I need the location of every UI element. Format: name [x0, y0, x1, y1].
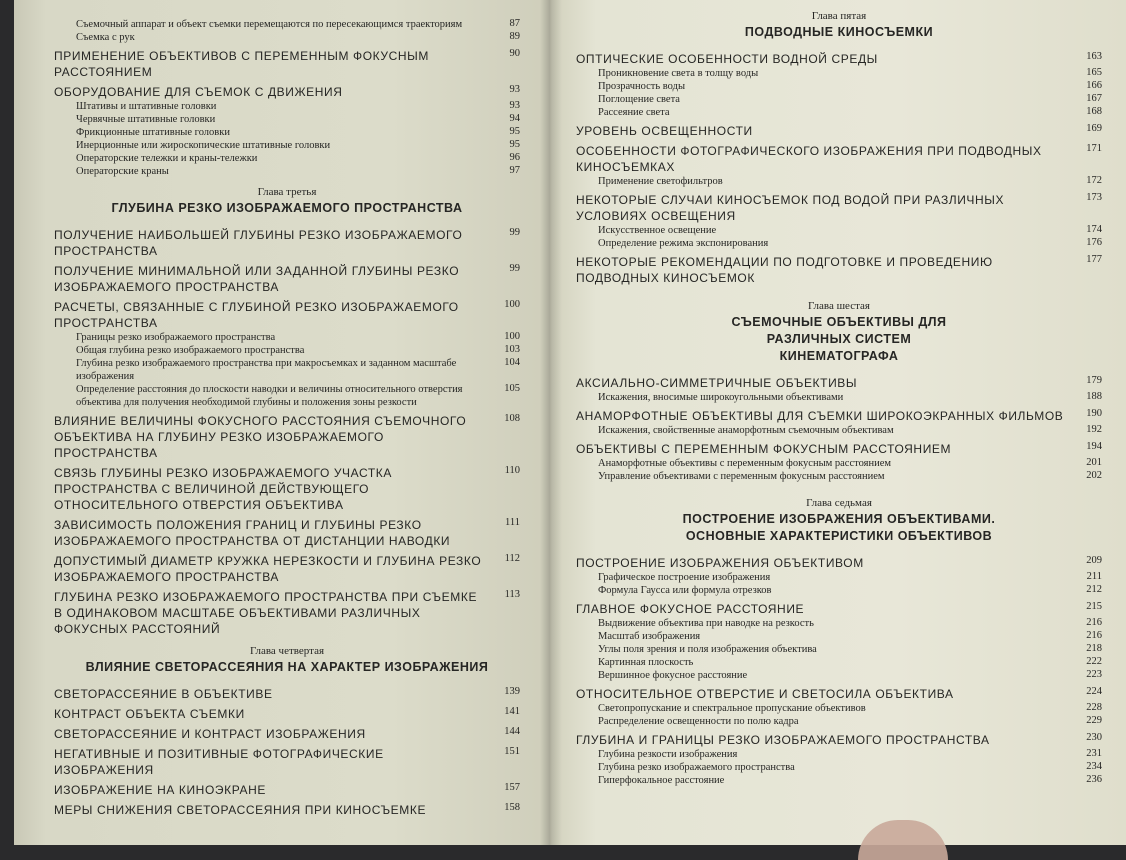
entry-title: НЕКОТОРЫЕ СЛУЧАИ КИНОСЪЕМОК ПОД ВОДОЙ ПРИ РАЗЛИЧНЫХ УСЛОВИЯХ ОСВЕЩЕНИЯ [576, 193, 1005, 223]
toc-subsection-entry [54, 126, 520, 139]
entry-title: Операторские краны [76, 166, 169, 177]
toc-section-entry [54, 589, 520, 637]
entry-title: ВЛИЯНИЕ ВЕЛИЧИНЫ ФОКУСНОГО РАССТОЯНИЯ СЪЕМОЧНОГО ОБЪЕКТИВА НА ГЛУБИНУ РЕЗКО ИЗОБРАЖАЕМОГО ПРОСТРАНСТВА [54, 414, 467, 460]
page-number: 215 [1086, 601, 1102, 612]
toc-section-entry [54, 802, 520, 818]
chapter-entries [576, 51, 1102, 286]
toc-subsection-entry [576, 80, 1102, 93]
entry-title: ДОПУСТИМЫЙ ДИАМЕТР КРУЖКА НЕРЕЗКОСТИ И ГЛУБИНА РЕЗКО ИЗОБРАЖАЕМОГО ПРОСТРАНСТВА [54, 554, 482, 584]
toc-section-entry [576, 732, 1102, 748]
page-number: 163 [1086, 51, 1102, 62]
page-number: 89 [509, 31, 520, 42]
toc-section-entry [54, 465, 520, 513]
toc-section-entry [576, 51, 1102, 67]
page-number: 234 [1086, 761, 1102, 772]
toc-subsection-entry [576, 237, 1102, 250]
entry-title: Червячные штативные головки [76, 114, 216, 125]
chapter-4 [54, 645, 520, 818]
page-number: 201 [1086, 457, 1102, 468]
toc-section-entry [576, 555, 1102, 571]
toc-section-entry [576, 441, 1102, 457]
entry-title: Рассеяние света [598, 107, 670, 118]
page-number: 93 [509, 100, 520, 111]
toc-subsection-entry [576, 391, 1102, 404]
page-number: 224 [1086, 686, 1102, 697]
page-number: 158 [504, 802, 520, 813]
toc-subsection-entry [576, 630, 1102, 643]
page-number: 93 [509, 84, 520, 95]
page-number: 110 [504, 465, 520, 476]
entry-title: Углы поля зрения и поля изображения объектива [598, 644, 817, 655]
entry-title: КОНТРАСТ ОБЪЕКТА СЪЕМКИ [54, 707, 245, 721]
toc-section-entry [54, 517, 520, 549]
entry-title: ОБОРУДОВАНИЕ ДЛЯ СЪЕМОК С ДВИЖЕНИЯ [54, 85, 343, 99]
toc-section-entry [54, 686, 520, 702]
toc-section-entry [576, 408, 1102, 424]
page-number: 172 [1086, 175, 1102, 186]
toc-subsection-entry [54, 165, 520, 178]
toc-subsection-entry [576, 715, 1102, 728]
entry-title: ГЛАВНОЕ ФОКУСНОЕ РАССТОЯНИЕ [576, 602, 805, 616]
chapter-title: ВЛИЯНИЕ СВЕТОРАССЕЯНИЯ НА ХАРАКТЕР ИЗОБРАЖЕНИЯ [85, 660, 489, 674]
toc-subsection-entry [576, 470, 1102, 483]
toc-subsection-entry [576, 748, 1102, 761]
toc-subsection-entry [576, 761, 1102, 774]
toc-subsection-entry [54, 113, 520, 126]
entry-title: ОБЪЕКТИВЫ С ПЕРЕМЕННЫМ ФОКУСНЫМ РАССТОЯНИЕМ [576, 442, 952, 456]
entry-title: СВЕТОРАССЕЯНИЕ В ОБЪЕКТИВЕ [54, 687, 273, 701]
entry-title: Определение расстояния до плоскости наводки и величины относительного отверстия объектива для получения необходимой глубины и положения зоны резкости [76, 384, 463, 408]
entry-title: ГЛУБИНА И ГРАНИЦЫ РЕЗКО ИЗОБРАЖАЕМОГО ПРОСТРАНСТВА [576, 733, 990, 747]
entry-title: Искусственное освещение [598, 225, 717, 236]
page-number: 229 [1086, 715, 1102, 726]
chapter-label: Глава шестая [808, 300, 870, 312]
toc-subsection-entry [576, 617, 1102, 630]
page-number: 144 [504, 726, 520, 737]
toc-subsection-entry [576, 424, 1102, 437]
page-number: 104 [504, 357, 520, 368]
entry-title: НЕКОТОРЫЕ РЕКОМЕНДАЦИИ ПО ПОДГОТОВКЕ И ПРОВЕДЕНИЮ ПОДВОДНЫХ КИНОСЪЕМОК [576, 255, 993, 285]
entry-title: Определение режима экспонирования [598, 238, 769, 249]
entry-title: Графическое построение изображения [598, 572, 771, 583]
toc-subsection-entry [54, 31, 520, 44]
toc-section-entry [54, 726, 520, 742]
toc-section-entry [576, 375, 1102, 391]
page-number: 87 [509, 18, 520, 29]
page-number: 97 [509, 165, 520, 176]
entry-title: НЕГАТИВНЫЕ И ПОЗИТИВНЫЕ ФОТОГРАФИЧЕСКИЕ ИЗОБРАЖЕНИЯ [54, 747, 384, 777]
entry-title: Применение светофильтров [598, 176, 723, 187]
toc-subsection-entry [576, 67, 1102, 80]
entry-title: Анаморфотные объективы с переменным фокусным расстоянием [598, 458, 892, 469]
page-number: 108 [504, 413, 520, 424]
page-number: 194 [1086, 441, 1102, 452]
page-number: 230 [1086, 732, 1102, 743]
entry-title: Поглощение света [598, 94, 680, 105]
toc-block-continuation [54, 18, 520, 178]
page-number: 188 [1086, 391, 1102, 402]
entry-title: Общая глубина резко изображаемого пространства [76, 345, 305, 356]
page-number: 168 [1086, 106, 1102, 117]
entry-title: Управление объективами с переменным фокусным расстоянием [598, 471, 885, 482]
page-number: 100 [504, 299, 520, 310]
chapter-label: Глава четвертая [249, 645, 325, 657]
entry-title: Масштаб изображения [598, 631, 701, 642]
toc-section-entry [54, 84, 520, 100]
toc-section-entry [54, 299, 520, 331]
page-number: 202 [1086, 470, 1102, 481]
entry-title: Распределение освещенности по полю кадра [598, 716, 799, 727]
entry-title: Прозрачность воды [598, 81, 686, 92]
entry-title: ПОЛУЧЕНИЕ НАИБОЛЬШЕЙ ГЛУБИНЫ РЕЗКО ИЗОБРАЖАЕМОГО ПРОСТРАНСТВА [54, 228, 463, 258]
entry-title: Глубина резко изображаемого пространства при макросъемках и заданном масштабе изображения [76, 358, 457, 382]
chapter-entries [54, 227, 520, 637]
chapter-title: ПОДВОДНЫЕ КИНОСЪЕМКИ [744, 25, 934, 39]
toc-subsection-entry [576, 702, 1102, 715]
page-number: 231 [1086, 748, 1102, 759]
page-number: 222 [1086, 656, 1102, 667]
entry-title: Инерционные или жироскопические штативные головки [76, 140, 331, 151]
chapter-5 [576, 10, 1102, 286]
toc-subsection-entry [54, 331, 520, 344]
page-number: 151 [504, 746, 520, 757]
toc-subsection-entry [576, 774, 1102, 787]
chapter-entries [54, 686, 520, 818]
toc-section-entry [576, 192, 1102, 224]
page-number: 218 [1086, 643, 1102, 654]
entry-title: МЕРЫ СНИЖЕНИЯ СВЕТОРАССЕЯНИЯ ПРИ КИНОСЪЕМКЕ [54, 803, 427, 817]
toc-section-entry [54, 782, 520, 798]
page-number: 96 [509, 152, 520, 163]
page-number: 211 [1086, 571, 1102, 582]
page-number: 216 [1086, 617, 1102, 628]
page-number: 105 [504, 383, 520, 394]
page-number: 157 [504, 782, 520, 793]
chapter-title: ГЛУБИНА РЕЗКО ИЗОБРАЖАЕМОГО ПРОСТРАНСТВА [111, 201, 463, 215]
toc-subsection-entry [576, 656, 1102, 669]
toc-subsection-entry [54, 344, 520, 357]
entry-title: Картинная плоскость [598, 657, 694, 668]
entry-title: ПОСТРОЕНИЕ ИЗОБРАЖЕНИЯ ОБЪЕКТИВОМ [576, 556, 864, 570]
page-number: 179 [1086, 375, 1102, 386]
entry-title: СВЕТОРАССЕЯНИЕ И КОНТРАСТ ИЗОБРАЖЕНИЯ [54, 727, 366, 741]
entry-title: Вершинное фокусное расстояние [598, 670, 748, 681]
entry-title: ОСОБЕННОСТИ ФОТОГРАФИЧЕСКОГО ИЗОБРАЖЕНИЯ ПРИ ПОДВОДНЫХ КИНОСЪЕМКАХ [576, 144, 1042, 174]
chapter-7 [576, 497, 1102, 787]
toc-section-entry [54, 48, 520, 80]
page-number: 192 [1086, 424, 1102, 435]
entry-title: Съемочный аппарат и объект съемки перемещаются по пересекающимся траекториям [76, 19, 463, 30]
entry-title: СВЯЗЬ ГЛУБИНЫ РЕЗКО ИЗОБРАЖАЕМОГО УЧАСТКА ПРОСТРАНСТВА С ВЕЛИЧИНОЙ ДЕЙСТВУЮЩЕГО ОТНОСИТЕЛЬНОГО ОТВЕРСТИЯ ОБЪЕКТИВА [54, 466, 392, 512]
entry-title: Выдвижение объектива при наводке на резкость [598, 618, 814, 629]
toc-subsection-entry [54, 100, 520, 113]
chapter-title: СЪЕМОЧНЫЕ ОБЪЕКТИВЫ ДЛЯ РАЗЛИЧНЫХ СИСТЕМ КИНЕМАТОГРАФА [731, 315, 947, 363]
entry-title: Искажения, вносимые широкоугольными объективами [598, 392, 844, 403]
toc-subsection-entry [576, 224, 1102, 237]
toc-section-entry [576, 143, 1102, 175]
entry-title: Светопропускание и спектральное пропускание объективов [598, 703, 866, 714]
entry-title: УРОВЕНЬ ОСВЕЩЕННОСТИ [576, 124, 753, 138]
toc-subsection-entry [576, 93, 1102, 106]
entry-title: АНАМОРФОТНЫЕ ОБЪЕКТИВЫ ДЛЯ СЪЕМКИ ШИРОКОЭКРАННЫХ ФИЛЬМОВ [576, 409, 1064, 423]
page-number: 100 [504, 331, 520, 342]
chapter-label: Глава седьмая [806, 497, 872, 509]
toc-subsection-entry [576, 669, 1102, 682]
page-number: 165 [1086, 67, 1102, 78]
page-number: 141 [504, 706, 520, 717]
entry-title: ПОЛУЧЕНИЕ МИНИМАЛЬНОЙ ИЛИ ЗАДАННОЙ ГЛУБИНЫ РЕЗКО ИЗОБРАЖАЕМОГО ПРОСТРАНСТВА [54, 264, 460, 294]
toc-subsection-entry [576, 106, 1102, 119]
page-number: 167 [1086, 93, 1102, 104]
page-number: 177 [1086, 254, 1102, 265]
page-number: 111 [505, 517, 520, 528]
page-number: 95 [509, 139, 520, 150]
page-number: 223 [1086, 669, 1102, 680]
toc-subsection-entry [54, 357, 520, 383]
entry-title: ПРИМЕНЕНИЕ ОБЪЕКТИВОВ С ПЕРЕМЕННЫМ ФОКУСНЫМ РАССТОЯНИЕМ [54, 49, 429, 79]
page-number: 99 [509, 227, 520, 238]
page-number: 209 [1086, 555, 1102, 566]
page-number: 216 [1086, 630, 1102, 641]
page-number: 173 [1086, 192, 1102, 203]
toc-subsection-entry [54, 139, 520, 152]
entry-title: Съемка с рук [76, 32, 135, 43]
page-number: 190 [1086, 408, 1102, 419]
toc-subsection-entry [54, 152, 520, 165]
page-number: 236 [1086, 774, 1102, 785]
toc-subsection-entry [576, 571, 1102, 584]
entry-title: ЗАВИСИМОСТЬ ПОЛОЖЕНИЯ ГРАНИЦ И ГЛУБИНЫ РЕЗКО ИЗОБРАЖАЕМОГО ПРОСТРАНСТВА ОТ ДИСТАНЦИИ НАВОДКИ [54, 518, 451, 548]
chapter-entries [576, 555, 1102, 787]
chapter-3 [54, 186, 520, 637]
page-number: 176 [1086, 237, 1102, 248]
toc-section-entry [54, 553, 520, 585]
entry-title: Искажения, свойственные анаморфотным съемочным объективам [598, 425, 894, 436]
entry-title: ОПТИЧЕСКИЕ ОСОБЕННОСТИ ВОДНОЙ СРЕДЫ [576, 52, 878, 66]
entry-title: АКСИАЛЬНО-СИММЕТРИЧНЫЕ ОБЪЕКТИВЫ [576, 376, 858, 390]
entry-title: ОТНОСИТЕЛЬНОЕ ОТВЕРСТИЕ И СВЕТОСИЛА ОБЪЕКТИВА [576, 687, 954, 701]
chapter-entries [576, 375, 1102, 483]
right-page [550, 0, 1126, 845]
toc-section-entry [54, 227, 520, 259]
entry-title: Глубина резкости изображения [598, 749, 738, 760]
entry-title: Операторские тележки и краны-тележки [76, 153, 258, 164]
entry-title: Фрикционные штативные головки [76, 127, 230, 138]
toc-subsection-entry [54, 383, 520, 409]
toc-section-entry [576, 123, 1102, 139]
page-number: 113 [504, 589, 520, 600]
page-number: 112 [504, 553, 520, 564]
entry-title: РАСЧЕТЫ, СВЯЗАННЫЕ С ГЛУБИНОЙ РЕЗКО ИЗОБРАЖАЕМОГО ПРОСТРАНСТВА [54, 300, 459, 330]
toc-section-entry [576, 686, 1102, 702]
entry-title: Проникновение света в толщу воды [598, 68, 759, 79]
toc-section-entry [576, 254, 1102, 286]
entry-title: Штативы и штативные головки [76, 101, 217, 112]
chapter-6 [576, 300, 1102, 483]
entry-title: ИЗОБРАЖЕНИЕ НА КИНОЭКРАНЕ [54, 783, 266, 797]
page-number: 139 [504, 686, 520, 697]
page-number: 228 [1086, 702, 1102, 713]
page-number: 174 [1086, 224, 1102, 235]
toc-section-entry [576, 601, 1102, 617]
page-number: 169 [1086, 123, 1102, 134]
toc-section-entry [54, 706, 520, 722]
toc-subsection-entry [576, 584, 1102, 597]
chapter-label: Глава третья [257, 186, 317, 198]
toc-subsection-entry [576, 457, 1102, 470]
toc-section-entry [54, 746, 520, 778]
page-number: 212 [1086, 584, 1102, 595]
chapter-title: ПОСТРОЕНИЕ ИЗОБРАЖЕНИЯ ОБЪЕКТИВАМИ. ОСНОВНЫЕ ХАРАКТЕРИСТИКИ ОБЪЕКТИВОВ [682, 512, 996, 543]
entry-title: Гиперфокальное расстояние [598, 775, 725, 786]
page-number: 103 [504, 344, 520, 355]
page-number: 94 [509, 113, 520, 124]
entry-title: Формула Гаусса или формула отрезков [598, 585, 772, 596]
page-number: 95 [509, 126, 520, 137]
toc-subsection-entry [54, 18, 520, 31]
toc-section-entry [54, 263, 520, 295]
chapter-label: Глава пятая [811, 10, 867, 22]
page-number: 166 [1086, 80, 1102, 91]
toc-subsection-entry [576, 643, 1102, 656]
page-number: 90 [509, 48, 520, 59]
entry-title: Границы резко изображаемого пространства [76, 332, 276, 343]
page-number: 171 [1086, 143, 1102, 154]
entry-title: ГЛУБИНА РЕЗКО ИЗОБРАЖАЕМОГО ПРОСТРАНСТВА ПРИ СЪЕМКЕ В ОДИНАКОВОМ МАСШТАБЕ ОБЪЕКТИВАМИ РАЗЛИЧНЫХ ФОКУСНЫХ РАССТОЯНИЙ [54, 590, 478, 636]
page-number: 99 [509, 263, 520, 274]
left-page [14, 0, 550, 845]
toc-section-entry [54, 413, 520, 461]
toc-subsection-entry [576, 175, 1102, 188]
entry-title: Глубина резко изображаемого пространства [598, 762, 795, 773]
